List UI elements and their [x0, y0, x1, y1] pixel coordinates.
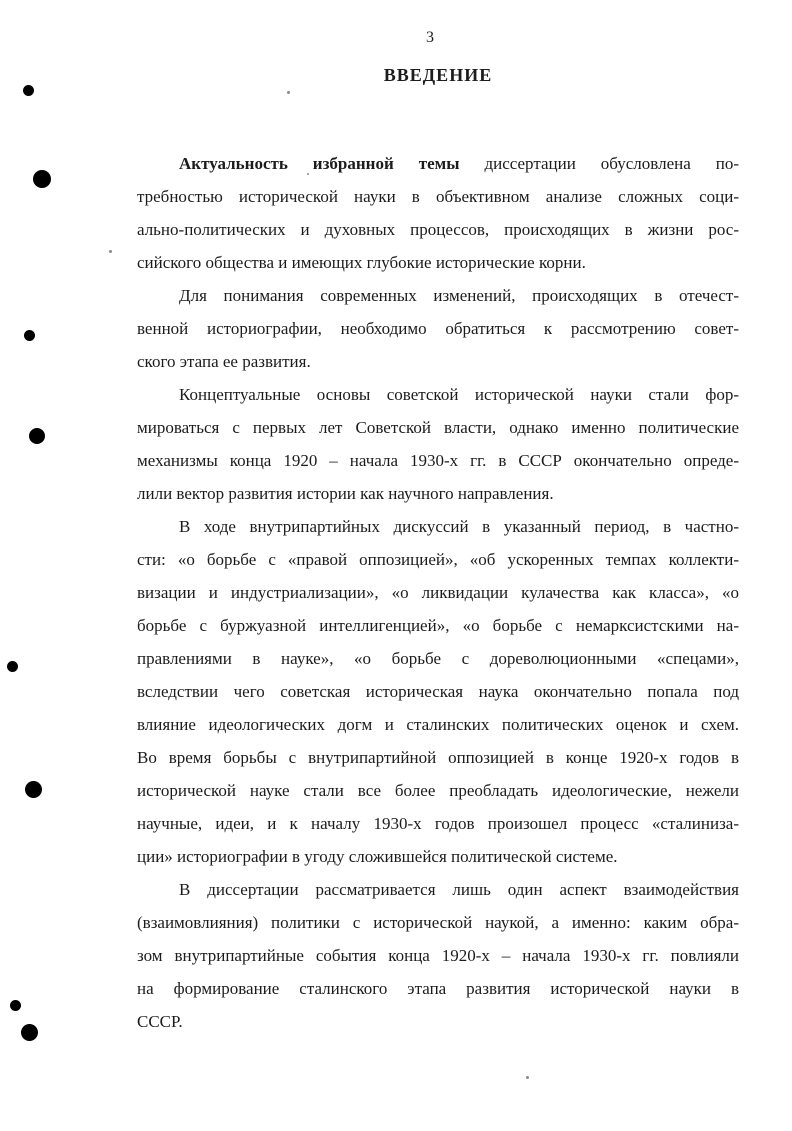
paragraph [137, 873, 739, 1038]
paragraph [137, 378, 739, 510]
scan-speck [287, 91, 290, 94]
document-content [137, 147, 739, 1038]
binding-hole-dot [24, 330, 35, 341]
text-line: венной историографии, необходимо обратиться к рассмотрению совет- [137, 319, 739, 338]
text-line: Для понимания современных изменений, происходящих в отечест- [179, 286, 739, 305]
text-line: В диссертации рассматривается лишь один аспект взаимодействия [179, 880, 739, 899]
scan-speck [526, 1076, 529, 1079]
text-line: мироваться с первых лет Советской власти, однако именно политические [137, 418, 739, 437]
text-line: требностью исторической науки в объективном анализе сложных соци- [137, 187, 739, 206]
binding-hole-dot [23, 85, 34, 96]
text-line: влияние идеологических догм и сталинских политических оценок и схем. [137, 715, 739, 734]
binding-hole-dot [7, 661, 18, 672]
text-line: (взаимовлияния) политики с исторической наукой, а именно: каким обра- [137, 913, 739, 932]
binding-hole-dot [25, 781, 42, 798]
text-line: вследствии чего советская историческая наука окончательно попала под [137, 682, 739, 701]
binding-hole-dot [21, 1024, 38, 1041]
text-line: сти: «о борьбе с «правой оппозицией», «об ускоренных темпах коллекти- [137, 550, 739, 569]
binding-hole-dot [10, 1000, 21, 1011]
text-line: Концептуальные основы советской исторической науки стали фор- [179, 385, 739, 404]
text-line: на формирование сталинского этапа развития исторической науки в [137, 979, 739, 998]
text-line: зом внутрипартийные события конца 1920-х – начала 1930-х гг. повлияли [137, 946, 739, 965]
text-line: исторической науке стали все более преобладать идеологические, нежели [137, 781, 739, 800]
page-title: ВВЕДЕНИЕ [383, 65, 493, 85]
text-line: Во время борьбы с внутрипартийной оппозицией в конце 1920-х годов в [137, 748, 739, 767]
text-line: ально-политических и духовных процессов, происходящих в жизни рос- [137, 220, 739, 239]
paragraph [137, 510, 739, 873]
text-line: СССР. [137, 1012, 183, 1031]
scan-speck [109, 250, 112, 253]
binding-hole-dot [29, 428, 45, 444]
text-line: ции» историографии в угоду сложившейся политической системе. [137, 847, 618, 866]
page-number: 3 [426, 29, 434, 46]
text-line: механизмы конца 1920 – начала 1930-х гг. в СССР окончательно опреде- [137, 451, 739, 470]
binding-hole-dot [33, 170, 51, 188]
text-line: борьбе с буржуазной интеллигенцией», «о борьбе с немарксистскими на- [137, 616, 739, 635]
text-line: ского этапа ее развития. [137, 352, 311, 371]
text-line: Актуальность избранной темы диссертации обусловлена по- [179, 154, 739, 173]
text-line: правлениями в науке», «о борьбе с дореволюционными «спецами», [137, 649, 739, 668]
scan-speck [307, 173, 309, 175]
text-line: научные, идеи, и к началу 1930-х годов произошел процесс «сталиниза- [137, 814, 739, 833]
text-line: лили вектор развития истории как научного направления. [137, 484, 554, 503]
text-line: визации и индустриализации», «о ликвидации кулачества как класса», «о [137, 583, 739, 602]
paragraph [137, 147, 739, 279]
text-line: В ходе внутрипартийных дискуссий в указанный период, в частно- [179, 517, 739, 536]
paragraph [137, 279, 739, 378]
text-line: сийского общества и имеющих глубокие исторические корни. [137, 253, 586, 272]
